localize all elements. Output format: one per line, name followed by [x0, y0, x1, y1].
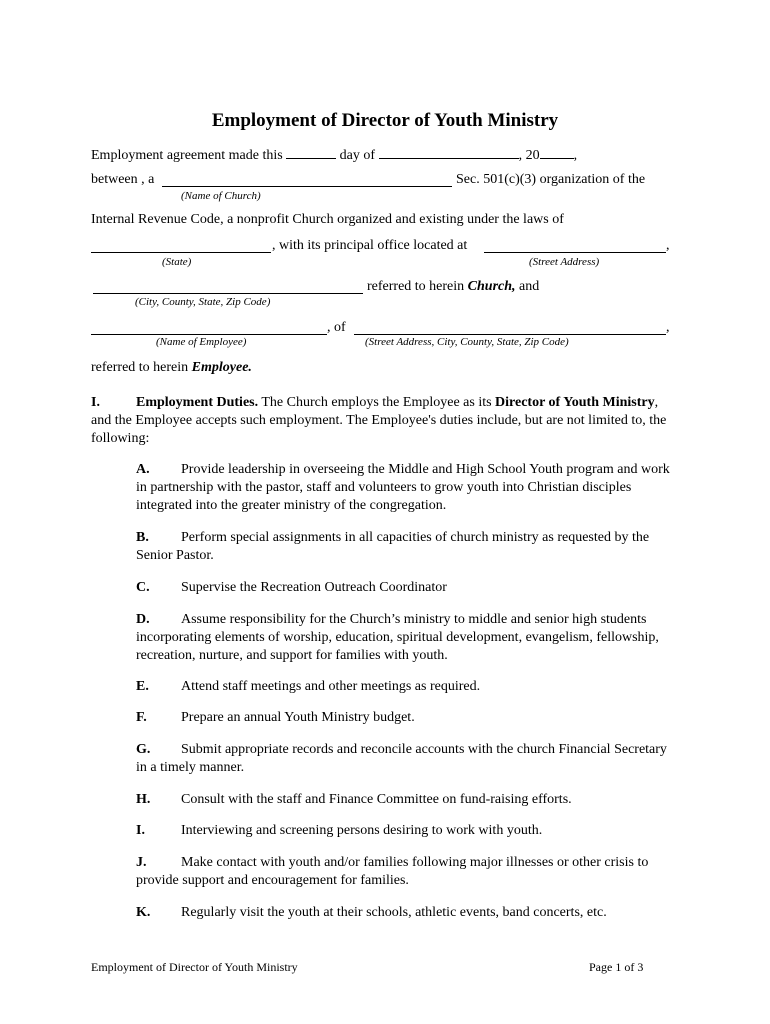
duty-item — [136, 791, 681, 809]
footer-page-number: Page 1 of 3 — [589, 960, 644, 974]
duty-item — [136, 461, 681, 515]
church-name-line — [91, 172, 154, 188]
document-title: Employment of Director of Youth Ministry — [211, 110, 559, 131]
comma-text: , — [666, 320, 670, 335]
section-number: I. — [91, 395, 100, 410]
item-text: Submit appropriate records and reconcile accounts with the church Financial Secretary in a timely manner. — [136, 742, 667, 775]
duty-item — [136, 529, 681, 565]
duty-item — [136, 678, 681, 696]
day-blank[interactable] — [286, 146, 336, 159]
org-type-text: Sec. 501(c)(3) organization of the — [456, 172, 646, 187]
employee-reference-line: referred to herein Employee. — [91, 360, 252, 375]
agreement-date-text: Employment agreement made this — [91, 148, 283, 163]
section-employment-duties: I. Employment Duties. The Church employs the Employee as its Director of Youth Ministry, and the Employee accepts such employment. The Employee's duties include, but are not limited to, the following: — [91, 395, 667, 446]
comma-text: , — [573, 148, 578, 163]
item-text: Interviewing and screening persons desiring to work with youth. — [181, 823, 543, 838]
between-text: between , a — [91, 172, 155, 187]
duty-item — [136, 904, 681, 922]
item-letter: I. — [136, 823, 145, 838]
employee-address-blank[interactable] — [354, 322, 666, 335]
item-letter: A. — [136, 462, 150, 477]
item-text: Regularly visit the youth at their schools, athletic events, band concerts, etc. — [181, 905, 607, 920]
item-text: Assume responsibility for the Church’s ministry to middle and senior high students incorporating elements of worship, education, spiritual development, evangelism, fellowship, recreation, nurture, and support for families with youth. — [136, 612, 659, 663]
item-text: Provide leadership in overseeing the Middle and High School Youth program and work in partnership with the pastor, staff and volunteers to grow youth into Christian disciples integrated into the greater ministry of the congregation. — [136, 462, 670, 513]
duty-item — [136, 611, 681, 665]
item-letter: F. — [136, 710, 147, 725]
item-text: Make contact with youth and/or families following major illnesses or other crisis to provide support and encouragement for families. — [136, 855, 649, 888]
principal-office-text: , with its principal office located at — [272, 238, 468, 253]
city-caption: (City, County, State, Zip Code) — [135, 296, 271, 308]
duty-item — [136, 579, 681, 597]
item-letter: C. — [136, 580, 150, 595]
year-prefix: , 20 — [518, 148, 540, 163]
church-term: Church, — [467, 279, 516, 294]
section-heading: Employment Duties. — [136, 395, 259, 410]
employee-address-caption: (Street Address, City, County, State, Zip Code) — [365, 336, 569, 348]
item-text: Perform special assignments in all capacities of church ministry as requested by the Senior Pastor. — [136, 530, 650, 563]
position-title: Director of Youth Ministry — [495, 395, 655, 410]
item-letter: J. — [136, 855, 147, 870]
duty-item — [136, 854, 681, 890]
item-letter: K. — [136, 905, 151, 920]
item-letter: G. — [136, 742, 151, 757]
employee-term: Employee. — [191, 360, 252, 375]
employee-name-caption: (Name of Employee) — [156, 336, 247, 348]
comma-text: , — [666, 238, 670, 253]
item-text: Prepare an annual Youth Ministry budget. — [181, 710, 415, 725]
item-text: Consult with the staff and Finance Committee on fund-raising efforts. — [181, 792, 572, 807]
irc-text: Internal Revenue Code, a nonprofit Church organized and existing under the laws of — [91, 212, 564, 227]
state-blank[interactable] — [91, 240, 271, 253]
item-text: Supervise the Recreation Outreach Coordinator — [181, 580, 447, 595]
of-text: , of — [327, 320, 346, 335]
footer-document-title: Employment of Director of Youth Ministry — [91, 960, 298, 974]
item-letter: H. — [136, 792, 151, 807]
day-of-text: day of — [339, 148, 376, 163]
state-caption: (State) — [162, 256, 192, 268]
year-blank[interactable] — [540, 146, 574, 159]
street-address-caption: (Street Address) — [529, 256, 600, 268]
month-blank[interactable] — [379, 146, 519, 159]
church-name-blank[interactable] — [162, 174, 452, 187]
street-address-blank[interactable] — [484, 240, 666, 253]
church-reference-line: referred to herein Church, and — [367, 279, 540, 294]
church-name-caption: (Name of Church) — [181, 190, 261, 202]
duty-item — [136, 822, 681, 840]
item-text: Attend staff meetings and other meetings as required. — [181, 679, 481, 694]
item-letter: E. — [136, 679, 149, 694]
employee-name-blank[interactable] — [91, 322, 327, 335]
item-letter: B. — [136, 530, 149, 545]
agreement-date-line — [91, 146, 577, 164]
duty-item — [136, 709, 681, 727]
city-county-blank[interactable] — [93, 281, 363, 294]
item-letter: D. — [136, 612, 150, 627]
duty-item — [136, 741, 681, 777]
